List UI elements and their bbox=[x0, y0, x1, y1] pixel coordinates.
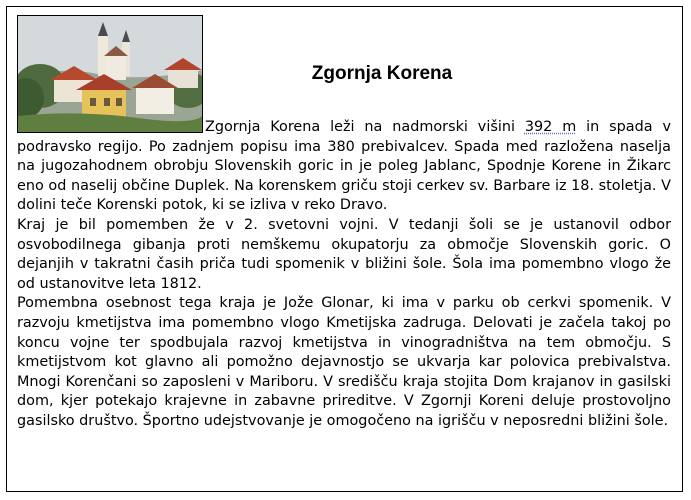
paragraph-intro-before: Zgornja Korena leži na nadmorski višini bbox=[205, 119, 525, 135]
elevation-link[interactable]: 392 m bbox=[524, 119, 577, 135]
village-church-photo bbox=[17, 15, 203, 133]
document-body bbox=[17, 118, 671, 432]
document-frame bbox=[6, 6, 683, 492]
paragraph-society: Pomembna osebnost tega kraja je Jože Glonar, ki ima v parku ob cerkvi spomenik. V razvoju kmetijstva ima pomembno vlogo Kmetijska zadruga. Delovati je začela takoj po koncu vojne ter spodbujala razvoj kmetijstva in vinogradništva na tem območju. S kmetijstvom kot glavno ali pomožno dejavnostjo se ukvarja kar polovica prebivalstva. Mnogi Korenčani so zaposleni v Mariboru. V središču kraja stojita Dom krajanov in gasilski dom, kjer potekajo krajevne in zabavne prireditve. V Zgornji Koreni deluje prostovoljno gasilsko društvo. Športno udejstvovanje je omogočeno na igrišču v neposredni bližini šole. bbox=[17, 295, 671, 429]
paragraph-intro-after: in spada v podravsko regijo. Po zadnjem popisu ima 380 prebivalcev. Spada med razložena naselja na jugozahodnem obrobju Slovenskih goric in je poleg Jablanc, Spodnje Korene in Žikarc eno od naselij občine Duplek. Na korenskem griču stoji cerkev sv. Barbare iz 18. stoletja. V dolini teče Korenski potok, ki se izliva v reko Dravo. bbox=[17, 119, 671, 214]
document-title: Zgornja Korena bbox=[311, 63, 453, 84]
paragraph-intro bbox=[17, 118, 671, 216]
paragraph-history: Kraj je bil pomemben že v 2. svetovni vojni. V tedanji šoli se je ustanovil odbor osvobodilnega gibanja proti nemškemu okupatorju za območje Slovenskih goric. O dejanjih v takratni časih priča tudi spomenik v bližini šole. Šola ima pomembno vlogo že od ustanovitve leta 1812. bbox=[17, 216, 671, 292]
